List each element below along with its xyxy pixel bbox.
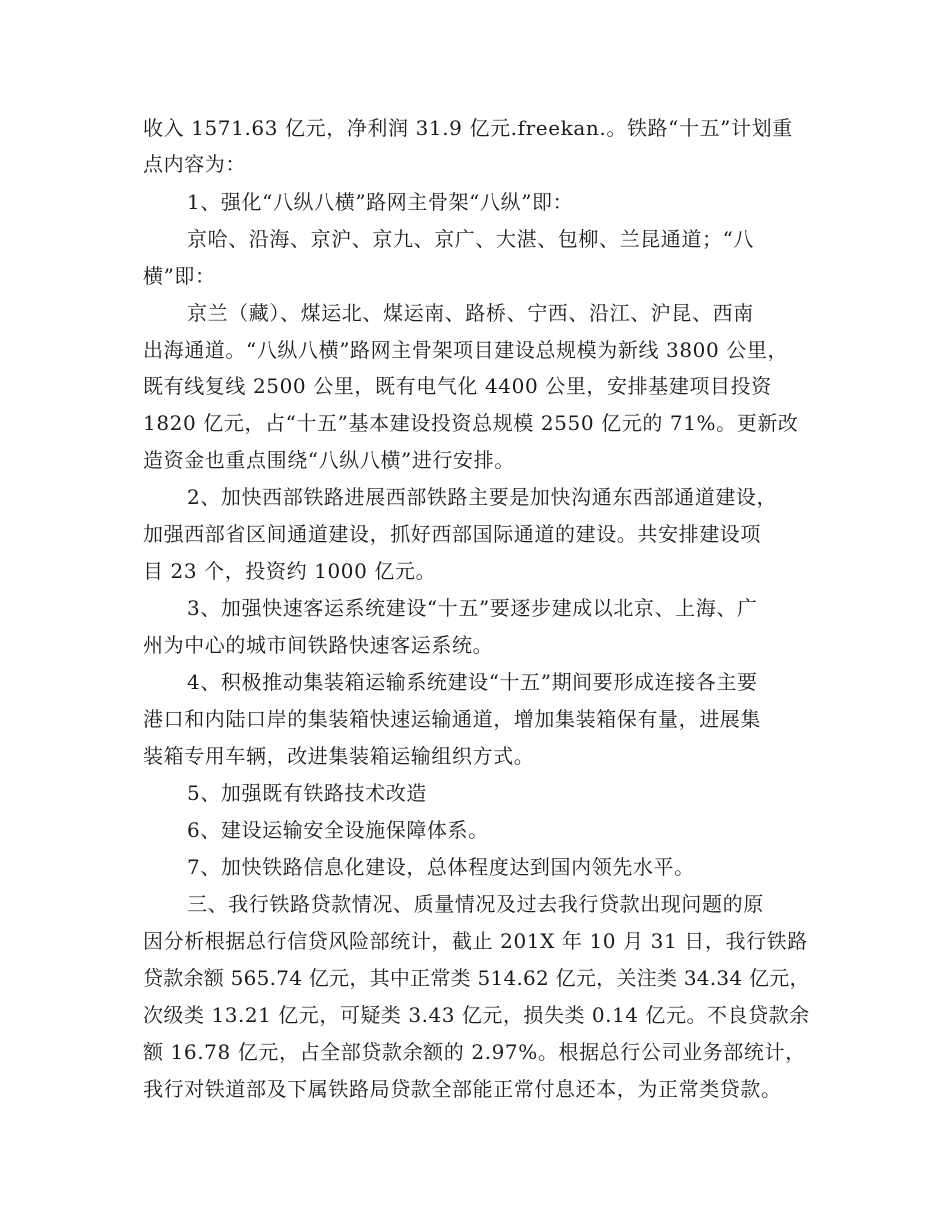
text-line: 目 23 个，投资约 1000 亿元。 [143, 559, 437, 583]
text-line: 出海通道。“八纵八横”路网主骨架项目建设总规模为新线 3800 公里， [143, 338, 789, 362]
section-heading: 三、我行铁路贷款情况、质量情况及过去我行贷款出现问题的原 [187, 892, 764, 916]
text-line: 我行对铁道部及下属铁路局贷款全部能正常付息还本，为正常类贷款。 [143, 1077, 782, 1101]
text-line: 京哈、沿海、京沪、京九、京广、大湛、包柳、兰昆通道；“八 [187, 227, 755, 251]
list-item-4: 4、积极推动集装箱运输系统建设“十五”期间要形成连接各主要 [187, 670, 758, 694]
text-line: 横”即： [143, 264, 216, 288]
list-item-1: 1、强化“八纵八横”路网主骨架“八纵”即： [187, 190, 574, 214]
text-line: 港口和内陆口岸的集装箱快速运输通道，增加集装箱保有量，进展集 [143, 707, 761, 731]
list-item-3: 3、加强快速客运系统建设“十五”要逐步建成以北京、上海、广 [187, 596, 758, 620]
list-item-6: 6、建设运输安全设施保障体系。 [187, 818, 489, 842]
text-line: 贷款余额 565.74 亿元，其中正常类 514.62 亿元，关注类 34.34 亿元， [143, 966, 810, 990]
text-line: 次级类 13.21 亿元，可疑类 3.43 亿元，损失类 0.14 亿元。不良贷款余 [143, 1003, 810, 1027]
text-line: 装箱专用车辆，改进集装箱运输组织方式。 [143, 744, 535, 768]
text-line: 既有线复线 2500 公里，既有电气化 4400 公里，安排基建项目投资 [143, 374, 772, 398]
text-line: 收入 1571.63 亿元，净利润 31.9 亿元.freekan.。铁路“十五”计划重 [143, 116, 793, 140]
list-item-7: 7、加快铁路信息化建设，总体程度达到国内领先水平。 [187, 855, 695, 879]
text-line: 额 16.78 亿元，占全部贷款余额的 2.97%。根据总行公司业务部统计， [143, 1040, 806, 1064]
text-line: 造资金也重点围绕“八纵八横”进行安排。 [143, 448, 515, 472]
text-line: 加强西部省区间通道建设，抓好西部国际通道的建设。共安排建设项 [143, 522, 761, 546]
list-item-2: 2、加快西部铁路进展西部铁路主要是加快沟通东西部通道建设， [187, 485, 778, 509]
text-line: 点内容为： [143, 152, 246, 176]
list-item-5: 5、加强既有铁路技术改造 [187, 781, 427, 805]
text-line: 京兰（藏）、煤运北、煤运南、路桥、宁西、沿江、沪昆、西南 [187, 301, 754, 325]
text-line: 因分析根据总行信贷风险部统计，截止 201X 年 10 月 31 日，我行铁路 [143, 929, 808, 953]
text-line: 1820 亿元，占“十五”基本建设投资总规模 2550 亿元的 71%。更新改 [143, 411, 799, 435]
text-line: 州为中心的城市间铁路快速客运系统。 [143, 633, 494, 657]
